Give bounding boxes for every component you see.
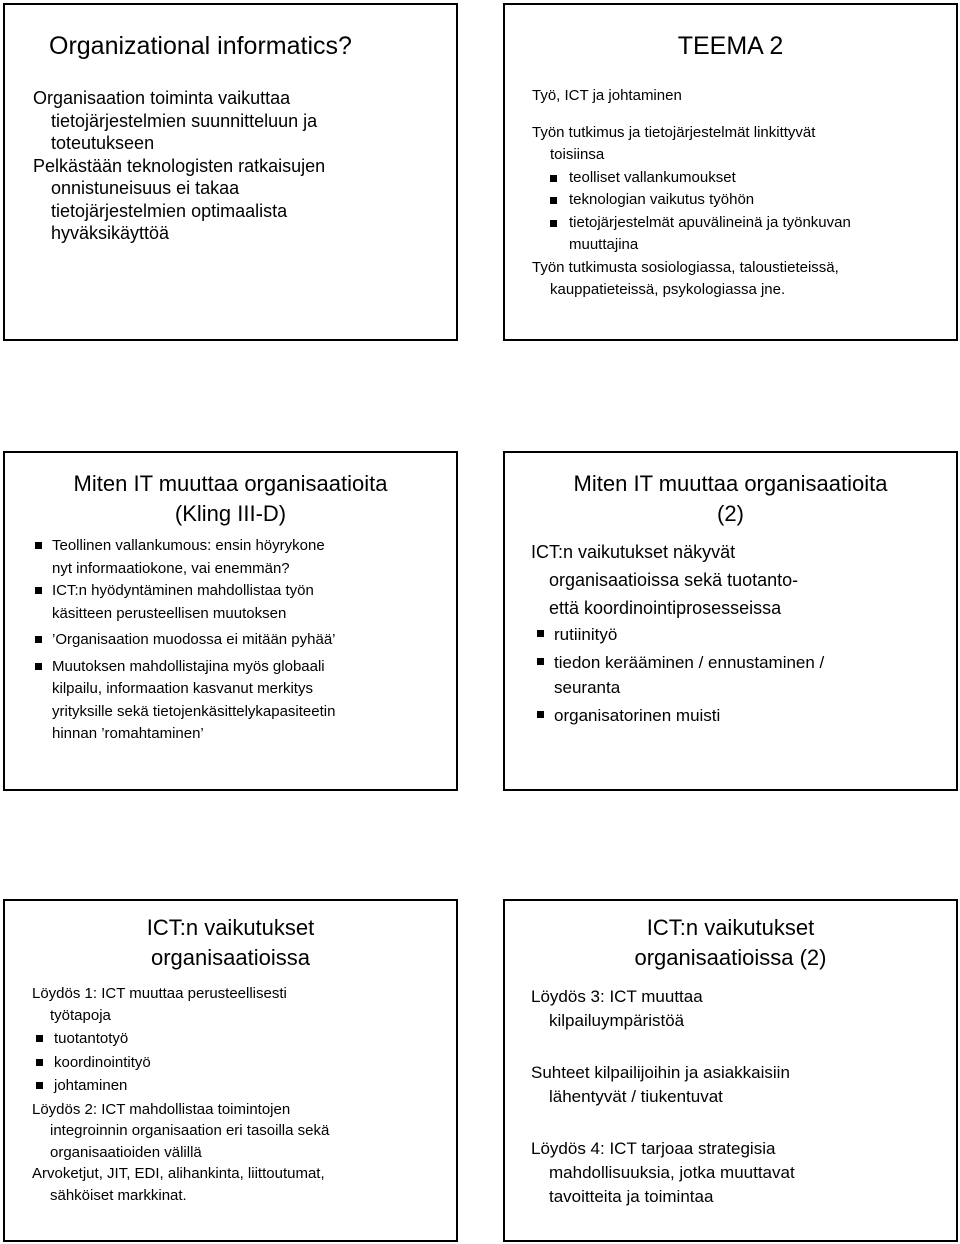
finding-3 xyxy=(32,1163,452,1206)
slide-body xyxy=(33,87,453,245)
paragraph-line: Organisaation toiminta vaikuttaa xyxy=(33,88,291,108)
paragraph-line: kilpailuympäristöä xyxy=(549,1011,685,1030)
list-item-line: ’Organisaation muodossa ei mitään pyhää’ xyxy=(52,631,336,648)
list-item-text xyxy=(569,212,952,257)
square-bullet-icon xyxy=(35,542,42,549)
square-bullet-icon xyxy=(35,663,42,670)
slide-title xyxy=(505,469,956,529)
paragraph-block xyxy=(531,985,951,1033)
slide-body xyxy=(32,983,452,1206)
paragraph-line: Suhteet kilpailijoihin ja asiakkaisiin xyxy=(531,1063,790,1082)
slide-body xyxy=(531,985,951,1209)
list-item-line: ICT:n hyödyntäminen mahdollistaa työn xyxy=(52,582,314,599)
list-item xyxy=(35,629,455,652)
list-item-text xyxy=(52,580,455,625)
list-item xyxy=(36,1075,452,1097)
paragraph-block xyxy=(531,1137,951,1209)
slide-title xyxy=(505,913,956,973)
square-bullet-icon xyxy=(550,175,557,182)
list-item-text: johtaminen xyxy=(54,1077,128,1094)
square-bullet-icon xyxy=(35,587,42,594)
list-item xyxy=(36,1028,452,1050)
paragraph-line: Löydös 3: ICT muuttaa xyxy=(531,987,703,1006)
slide-title xyxy=(5,913,456,973)
title-line: (Kling III-D) xyxy=(174,501,287,526)
paragraph-line: ICT:n vaikutukset näkyvät xyxy=(531,542,736,562)
square-bullet-icon xyxy=(550,197,557,204)
square-bullet-icon xyxy=(537,711,544,718)
list-item xyxy=(550,167,952,190)
list-item-text: koordinointityö xyxy=(54,1053,151,1071)
slide-miten-it-2 xyxy=(503,451,958,791)
list-item-line: käsitteen perusteellisen muutoksen xyxy=(52,604,287,622)
list-item-line: Muutoksen mahdollistajina myös globaali xyxy=(52,657,325,675)
finding-2 xyxy=(32,1099,452,1164)
title-line: organisaatioissa (2) xyxy=(634,945,827,970)
paragraph-line: että koordinointiprosesseissa xyxy=(549,598,782,618)
list-item xyxy=(537,622,951,647)
title-line: Miten IT muuttaa organisaatioita xyxy=(573,471,888,496)
list-item xyxy=(35,656,455,746)
bullet-list xyxy=(531,622,951,728)
list-item xyxy=(537,650,951,700)
paragraph-line: tietojärjestelmien optimaalista xyxy=(51,200,288,221)
outro-paragraph xyxy=(532,257,952,302)
list-item-line: tiedon kerääminen / ennustaminen / xyxy=(554,653,825,672)
list-item xyxy=(550,189,952,212)
list-item-text: teknologian vaikutus työhön xyxy=(569,191,755,208)
square-bullet-icon xyxy=(550,220,557,227)
title-line: ICT:n vaikutukset xyxy=(146,915,315,940)
title-line: Miten IT muuttaa organisaatioita xyxy=(73,471,388,496)
intro-paragraph xyxy=(532,122,952,167)
slide-body xyxy=(532,85,952,302)
paragraph-line: sähköiset markkinat. xyxy=(50,1186,187,1204)
finding-1 xyxy=(32,983,452,1026)
list-item-line: yrityksille sekä tietojenkäsittelykapasiteetin xyxy=(52,702,336,720)
slide-body xyxy=(531,538,951,728)
slide-ict-vaikutukset-2 xyxy=(503,899,958,1242)
square-bullet-icon xyxy=(35,636,42,643)
paragraph-line: kauppatieteissä, psykologiassa jne. xyxy=(550,281,786,298)
list-item-text: tuotantotyö xyxy=(54,1030,129,1047)
list-item xyxy=(36,1052,452,1074)
paragraph-line: Löydös 4: ICT tarjoaa strategisia xyxy=(531,1139,776,1158)
paragraph-line: Löydös 2: ICT mahdollistaa toimintojen xyxy=(32,1100,291,1118)
list-item-text xyxy=(52,629,455,652)
paragraph-block xyxy=(531,1061,951,1109)
slide-title: Organizational informatics? xyxy=(49,32,352,60)
paragraph xyxy=(33,87,453,155)
list-item-line: muuttajina xyxy=(569,236,639,253)
slide-subtitle: Työ, ICT ja johtaminen xyxy=(532,87,682,104)
paragraph-line: toteutukseen xyxy=(51,133,155,153)
bullet-list xyxy=(32,1028,452,1097)
title-line: (2) xyxy=(717,501,744,526)
paragraph-line: lähentyvät / tiukentuvat xyxy=(549,1087,723,1106)
square-bullet-icon xyxy=(36,1035,43,1042)
list-item-text xyxy=(52,535,455,580)
list-item-text: organisatorinen muisti xyxy=(554,706,721,725)
paragraph-line: Arvoketjut, JIT, EDI, alihankinta, liittoutumat, xyxy=(32,1165,325,1182)
slide-teema-2 xyxy=(503,3,958,341)
list-item-line: tietojärjestelmät apuvälineinä ja työnkuvan xyxy=(569,213,851,231)
square-bullet-icon xyxy=(36,1082,43,1089)
paragraph-line: organisaatioissa sekä tuotanto- xyxy=(549,570,799,590)
list-item-text: rutiinityö xyxy=(554,625,618,644)
paragraph xyxy=(33,155,453,245)
slide-ict-vaikutukset xyxy=(3,899,458,1242)
list-item xyxy=(35,535,455,580)
paragraph-line: tavoitteita ja toimintaa xyxy=(549,1187,714,1206)
list-item-line: hinnan ’romahtaminen’ xyxy=(52,725,204,742)
square-bullet-icon xyxy=(537,630,544,637)
title-line: ICT:n vaikutukset xyxy=(646,915,815,940)
slide-organizational-informatics xyxy=(3,3,458,341)
paragraph-line: hyväksikäyttöä xyxy=(51,223,170,243)
list-item-line: Teollinen vallankumous: ensin höyrykone xyxy=(52,537,325,554)
intro-paragraph xyxy=(531,538,951,622)
list-item-line: seuranta xyxy=(554,678,621,697)
paragraph-line: mahdollisuuksia, jotka muuttavat xyxy=(549,1163,795,1182)
paragraph-line: Löydös 1: ICT muuttaa perusteellisesti xyxy=(32,985,287,1002)
list-item-text: teolliset vallankumoukset xyxy=(569,168,736,186)
list-item xyxy=(550,212,952,257)
paragraph-line: integroinnin organisaation eri tasoilla sekä xyxy=(50,1122,330,1139)
slide-miten-it-kling xyxy=(3,451,458,791)
bullet-list xyxy=(35,535,455,746)
bullet-list xyxy=(532,167,952,257)
paragraph-line: organisaatioiden välillä xyxy=(50,1143,202,1161)
paragraph-line: onnistuneisuus ei takaa xyxy=(51,178,240,198)
list-item xyxy=(35,580,455,625)
title-line: organisaatioissa xyxy=(151,945,310,970)
paragraph-line: työtapoja xyxy=(50,1006,111,1024)
list-item-text xyxy=(554,650,951,700)
list-item-text xyxy=(52,656,455,746)
paragraph-line: toisiinsa xyxy=(550,146,605,163)
list-item xyxy=(537,703,951,728)
square-bullet-icon xyxy=(36,1059,43,1066)
list-item-line: nyt informaatiokone, vai enemmän? xyxy=(52,559,290,577)
paragraph-line: Pelkästään teknologisten ratkaisujen xyxy=(33,155,326,176)
slide-title xyxy=(5,469,456,529)
list-item-line: kilpailu, informaation kasvanut merkitys xyxy=(52,680,313,697)
paragraph-line: Työn tutkimus ja tietojärjestelmät linkittyvät xyxy=(532,123,816,141)
paragraph-line: tietojärjestelmien suunnitteluun ja xyxy=(51,110,318,131)
slide-title: TEEMA 2 xyxy=(677,32,784,60)
paragraph-line: Työn tutkimusta sosiologiassa, taloustieteissä, xyxy=(532,258,839,276)
square-bullet-icon xyxy=(537,658,544,665)
